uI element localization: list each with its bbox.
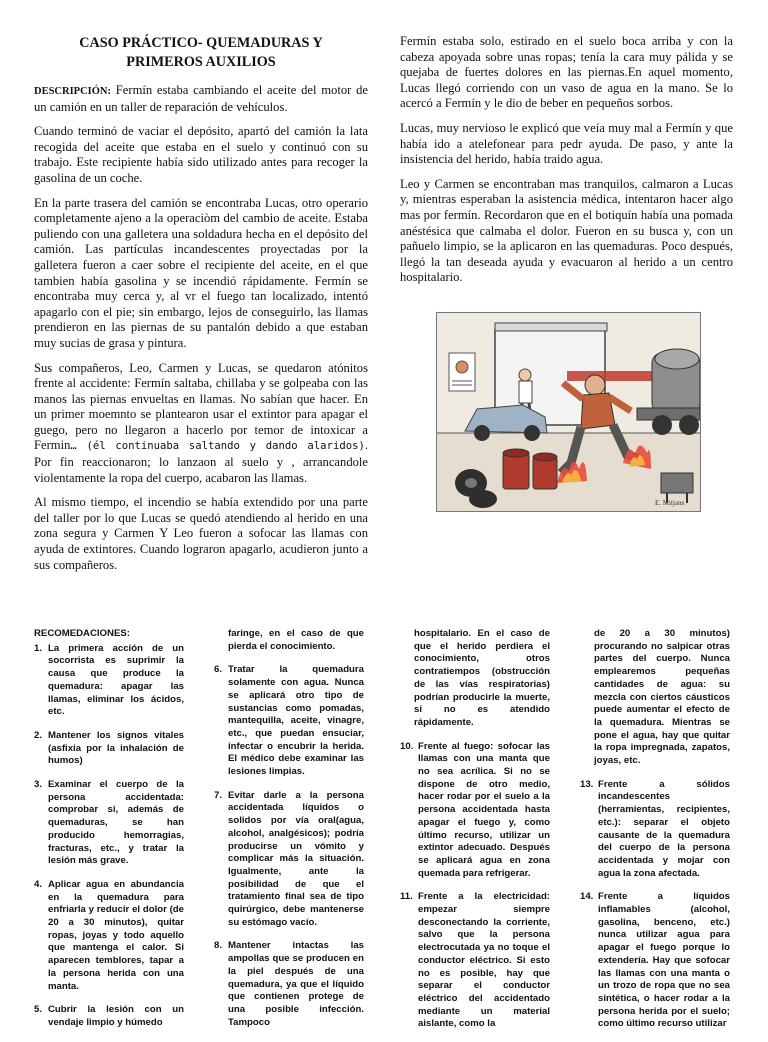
paragraph-4 (34, 361, 368, 487)
item-number: 14. (580, 891, 594, 903)
workshop-scene-drawing (437, 313, 700, 511)
paragraph-3: En la parte trasera del camión se encontraba Lucas, otro operario completamente ajeno a la operaciòm del cambio de aceite. Estaba puliendo con una galletera una soldadura hecha en el depósito del camión. Las partículas incandescentes proyectadas por la galletera fueron a caer sobre el recipiente del aceite, en el que tambien había gasolina y se incendió rápidamente. Fermín se encontraba muy cerca y, al vr el fuego tan localizado, intentó apagarlo con el pie; sin embargo, lejos de conseguirlo, las llamas prendieron en las piernas de su pantalón debido a que estaban muy sucias de grasa y pintura. (34, 195, 368, 350)
list-item-continuation: faringe, en el caso de que pierda el conocimiento. (228, 628, 364, 652)
item-text: Frente al fuego: sofocar las llamas con una manta que no sea acrílica. Si no se dispone de otro medio, hacer rodar por el suelo a la persona accidentada hasta apagar el fuego y, como último recurso, utilizar un extintor adecuado. Después se aplicará agua en zona quemada para refrigerar. (418, 740, 550, 879)
right-paragraph-2: Lucas, muy nervioso le explicó que veía muy mal a Fermín y que había ido a atelefonear para pedr ayuda. De paso, y ante la insistencia del herido, había traido agua. (400, 120, 733, 167)
accident-illustration (436, 312, 701, 512)
recommendations-column-3 (400, 628, 550, 1042)
paragraph-4-part-c: . Por fin reaccionaron; lo lanzaon al suelo y , arrancandole violentamente la ropa del cuerpo, acabaron las llamas. (34, 438, 368, 485)
document-title (34, 34, 368, 72)
list-item (214, 940, 364, 1029)
item-number: 3. (34, 779, 43, 791)
item-number: 4. (34, 878, 43, 890)
item-number: 8. (214, 940, 223, 952)
item-text: Tratar la quemadura solamente con agua. Nunca se aplicará otro tipo de sustancias como pomadas, mantequilla, aceite, vinagre, etc., que puedan ensuciar, infectar o encubrir la herida. El médico debe examinar las lesiones limpias. (228, 664, 364, 778)
item-text: Frente a la electricidad: empezar siempre desconectando la corriente, salvo que la persona electrocutada ya no toque el conductor eléctrico. Si esto no es posible, hay que separar el conductor eléctrico del accidentado mediante un material aislante, como la (418, 891, 550, 1030)
right-paragraph-3: Leo y Carmen se encontraban mas tranquilos, calmaron a Lucas y, mientras esperaban la asistencia médica, intentaron hacer algo mas por fermín. Recordaron que en el botiquín había una pomada anéstésica que calmaba el dolor. Fueron en su busca y, con un pañuelo limpio, se la aplicaron en las quemaduras. Poco después, llegó la tan deseada ayuda y evacuaron al herido a un centro hospitalario. (400, 176, 733, 285)
list-item (214, 664, 364, 778)
list-item-continuation: de 20 a 30 minutos) procurando no salpicar otras partes del cuerpo. Nunca emplearemos pequeñas cantidades de agua: su mezcla con ciertos cáusticos puede aumentar el efecto de la quemadura. Mientras se pone el agua, hay que quitar la ropa impregnada, zapatos, joyas, etc. (594, 628, 730, 767)
list-item (34, 643, 184, 719)
paragraph-2: Cuando terminó de vaciar el depósito, apartó del camión la lata recogida del aceite que estaba en el suelo y continuó con su trabajo. Este recipiente había sido utilizado antes para recoger la gasolina de un coche. (34, 124, 368, 185)
list-item (580, 891, 730, 1031)
item-number: 13. (580, 778, 594, 790)
description-text: Fermín estaba cambiando el aceite del motor de un camión en un taller de reparación de vehículos. (34, 83, 368, 114)
item-number: 11. (400, 891, 413, 903)
item-text: Mantener los signos vitales (asfixia por la inhalación de humos) (48, 729, 184, 767)
item-number: 6. (214, 664, 223, 676)
title-line-2: PRIMEROS AUXILIOS (126, 54, 276, 70)
list-item (34, 779, 184, 868)
item-text: La primera acción de un socorrista es suprimir la causa que produce la quemadura: apagar las llamas, eliminar los ácidos, etc. (48, 642, 184, 718)
item-text: Evitar darle a la persona accidentada líquidos o solidos por vía oral(agua, alcohol, analgésicos); podría producirse un vómito y complicar más la situación. Igualmente, ante la posibilidad de que el tratamiento final sea de tipo quirúrgico, debe mantenerse su estómago vacío. (228, 789, 364, 928)
item-number: 2. (34, 729, 43, 741)
right-paragraph-1: Fermín estaba solo, estirado en el suelo boca arriba y con la cabeza apoyada sobre unas ropas; tenía la cara muy pálida y se quejaba de fuertes dolores en las piernas.En aquel momento, Lucas llegó corriendo con un vaso de agua en la mano. Se lo acercó a Fermín y le dio de beber en pequeños sorbos. (400, 34, 733, 111)
item-text: Cubrir la lesión con un vendaje limpio y húmedo (48, 1004, 184, 1028)
list-item-continuation: hospitalario. En el caso de que el herido perdiera el conocimiento, otros contratiempos (obstrucción de las vías respiratorias) podrían producirle la muerte, si no es atendido rápidamente. (414, 628, 550, 728)
paragraph-5: Al mismo tiempo, el incendio se había extendido por una parte del taller por lo que Lucas se quedó atendiendo al herido en una zona segura y Carmen Y Leo fueron a sofocar las llamas con ayuda de extintores. Cuando lograron apagarlo, acudieron junto a sus compañeros. (34, 495, 368, 572)
recommendations-heading: RECOMEDACIONES: (34, 628, 130, 639)
description-label: DESCRIPCIÓN: (34, 86, 112, 97)
title-line-1: CASO PRÁCTICO- QUEMADURAS Y (79, 35, 323, 51)
recommendations-column-4 (580, 628, 730, 1042)
item-text: Frente a sólidos incandescentes (herramientas, recipientes, etc.): separar el objeto causante de la quemadura del cuerpo de la persona accidentada y mojar con agua la zona afectada. (598, 778, 730, 879)
paragraph-4-part-a: Sus compañeros, Leo, Carmen y Lucas, se quedaron atónitos frente al accidente: Fermín saltaba, chillaba y se golpeaba con las manos las piernas envueltas en llamas. No sabían que hacer. En un primer moemnto se plantearon usar el extintor para apagar el guego, pero no llegaron a hacerlo por temor de intoxicar a Fermin (34, 360, 368, 453)
item-number: 7. (214, 789, 223, 801)
list-item (400, 891, 550, 1031)
illustration-signature: E. Mitjans (655, 499, 685, 507)
description-paragraph (34, 83, 368, 115)
paragraph-4-part-b: … (él continuaba saltando y dando alaridos) (70, 440, 365, 453)
list-item (214, 790, 364, 930)
list-item (580, 779, 730, 881)
item-text: Aplicar agua en abundancia en la quemadura para enfriarla y reducir el dolor (de 20 a 30 minutos), quitar ropas, joyas y todo aquello que mantenga el calor. Si aparecen temblores, tapar a la persona herida con una manta. (48, 878, 184, 992)
recommendations-column-2 (214, 628, 364, 1040)
list-item (400, 741, 550, 881)
item-number: 5. (34, 1004, 43, 1016)
item-text: Frente a líquidos inflamables (alcohol, gasolina, benceno, etc.) nunca utilizar agua para apagar el fuego porque lo extendería. Hay que sofocar las llamas con una manta o un trozo de ropa que no sea sintética, o hacer rodar a la persona herida por el suelo; como último recurso utilizar (598, 891, 730, 1030)
left-column (34, 34, 368, 582)
list-item (34, 730, 184, 768)
item-text: Examinar el cuerpo de la persona accidentada: comprobar si, además de quemaduras, se han producido hemorragias, fracturas, etc., y tratar la lesión más grave. (48, 779, 184, 867)
item-number: 1. (34, 642, 43, 654)
list-item (34, 1004, 184, 1029)
item-text: Mantener intactas las ampollas que se producen en la piel después de una quemadura, ya que el líquido que contienen protege de una posible infección. Tampoco (228, 940, 364, 1028)
item-number: 10. (400, 740, 414, 752)
recommendations-column-1 (34, 628, 184, 1041)
right-column (400, 34, 733, 295)
list-item (34, 879, 184, 993)
